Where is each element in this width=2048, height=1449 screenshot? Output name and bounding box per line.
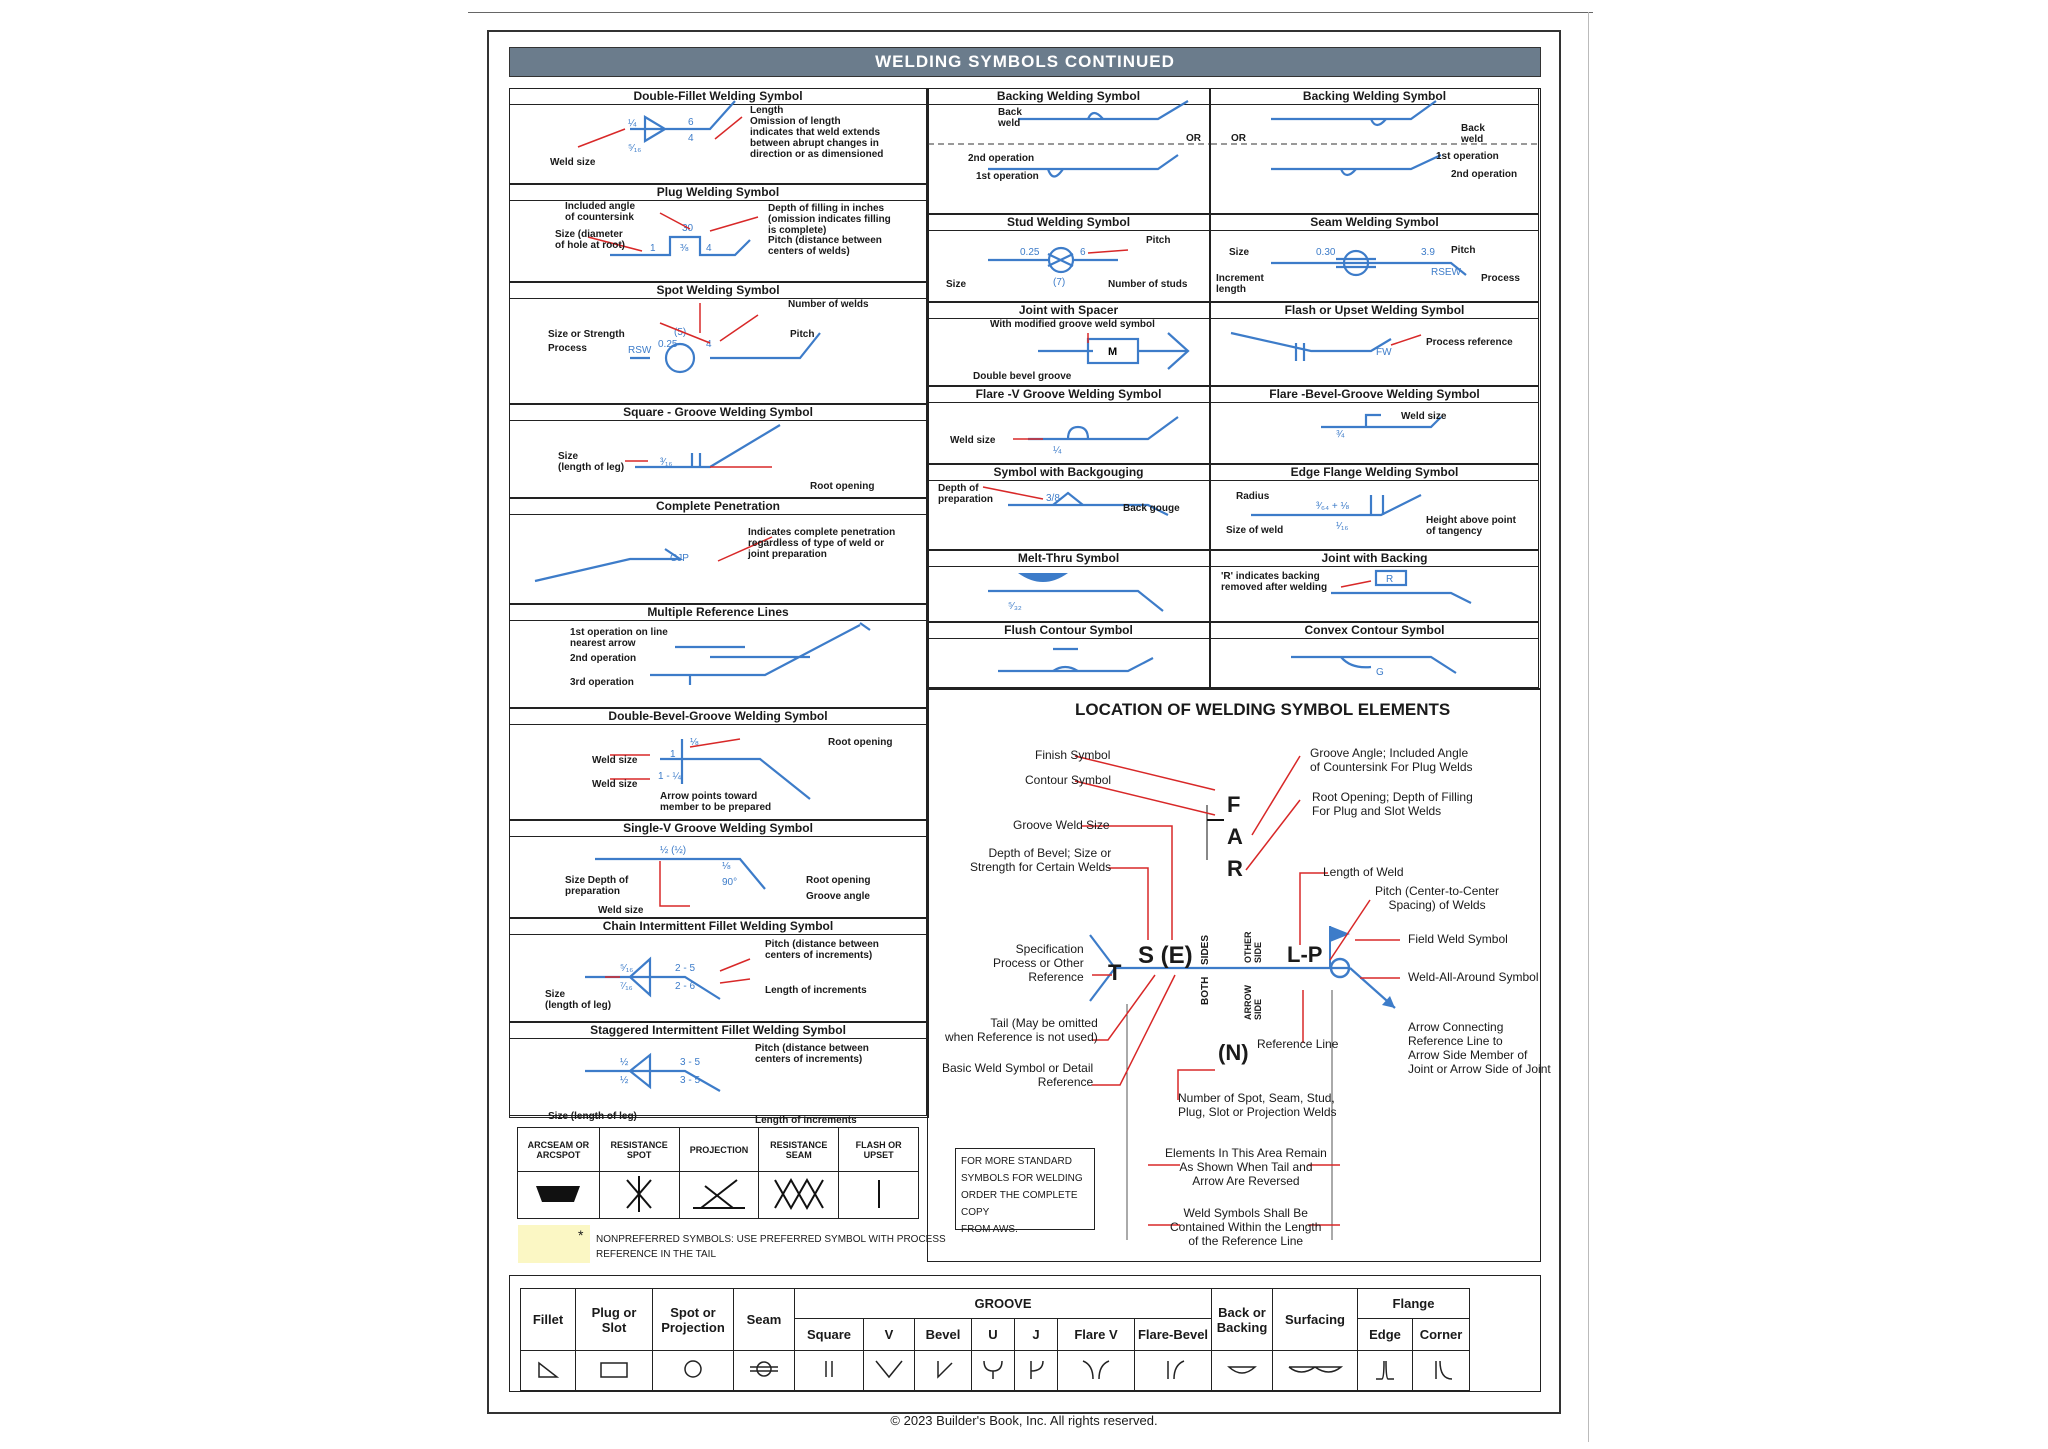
svg-text:G: G — [1376, 667, 1384, 678]
loc-contour: Contour Symbol — [1025, 773, 1112, 787]
loc-LP: L-P — [1287, 942, 1323, 967]
right-section-2-title: Flash or Upset Welding Symbol — [1211, 303, 1538, 319]
left-section-1-title: Plug Welding Symbol — [510, 185, 926, 201]
svg-text:⁵⁄₃₂: ⁵⁄₃₂ — [1008, 601, 1022, 612]
mid-section-0 — [927, 88, 1210, 214]
loc-pitch: Pitch (Center-to-Center Spacing) of Welds — [1375, 884, 1500, 912]
loc-R: R — [1227, 856, 1243, 881]
left-section-9 — [509, 1022, 927, 1126]
left-section-8-title: Chain Intermittent Fillet Welding Symbol — [510, 919, 926, 935]
right-section-2 — [1210, 302, 1539, 386]
svg-text:2 - 6: 2 - 6 — [675, 981, 696, 992]
left-section-8-pitch: Pitch (distance between centers of increments) — [765, 939, 879, 961]
copyright: © 2023 Builder's Book, Inc. All rights reserved. — [890, 1413, 1158, 1428]
svg-text:2 - 5: 2 - 5 — [675, 963, 696, 974]
svg-text:4: 4 — [706, 243, 712, 254]
left-section-3-size: Size (length of leg) — [558, 451, 625, 473]
right-section-1 — [1210, 214, 1539, 302]
right-section-1-size: Size — [1229, 247, 1250, 258]
plug-icon — [576, 1351, 653, 1391]
mid-section-0-diagram — [928, 89, 1211, 215]
left-section-1-angle: Included angle of countersink — [565, 201, 636, 223]
svg-text:3 - 5: 3 - 5 — [680, 1075, 701, 1086]
svg-text:¼: ¼ — [628, 118, 637, 129]
right-section-5-title: Joint with Backing — [1211, 551, 1538, 567]
left-section-1-depth: Depth of filling in inches (omission indicates filling is complete) — [768, 203, 891, 236]
legend-arcseam: ARCSEAM OR ARCSPOT — [518, 1128, 600, 1172]
col-surfacing: Surfacing — [1273, 1289, 1358, 1351]
col-spot: Spot or Projection — [653, 1289, 734, 1351]
surfacing-icon — [1273, 1351, 1358, 1391]
loc-F: F — [1227, 792, 1241, 817]
col-u: U — [972, 1319, 1015, 1351]
left-section-7-diagram — [510, 821, 928, 919]
svg-text:⅛: ⅛ — [690, 737, 699, 748]
col-flare-bevel: Flare-Bevel — [1135, 1319, 1212, 1351]
left-section-0 — [509, 88, 927, 184]
mid-section-3 — [927, 386, 1210, 464]
right-section-0-op2: 2nd operation — [1451, 169, 1518, 180]
left-section-8-len: Length of increments — [765, 985, 867, 996]
right-section-4 — [1210, 464, 1539, 550]
left-section-6-ws1: Weld size — [592, 755, 638, 766]
left-section-2-size: Size or Strength — [548, 329, 625, 340]
svg-text:1 - ¼: 1 - ¼ — [658, 771, 681, 782]
location-title: LOCATION OF WELDING SYMBOL ELEMENTS — [1075, 700, 1451, 719]
svg-text:3 - 5: 3 - 5 — [680, 1057, 701, 1068]
svg-text:4: 4 — [688, 133, 694, 144]
right-section-6-diagram — [1211, 623, 1540, 689]
right-section-5-r: 'R' indicates backing removed after welding — [1221, 571, 1328, 593]
left-section-7-title: Single-V Groove Welding Symbol — [510, 821, 926, 837]
loc-groove-size: Groove Weld Size — [1013, 818, 1110, 832]
left-section-7-ws: Weld size — [598, 905, 644, 916]
left-section-4-note: Indicates complete penetration regardless of type of weld or joint preparation — [748, 527, 896, 560]
mid-section-6 — [927, 622, 1210, 688]
left-section-9-title: Staggered Intermittent Fillet Welding Symbol — [510, 1023, 926, 1039]
flare-v-icon — [1058, 1351, 1135, 1391]
left-section-5-third: 3rd operation — [570, 677, 634, 688]
col-corner: Corner — [1413, 1319, 1470, 1351]
left-section-7 — [509, 820, 927, 918]
svg-text:90°: 90° — [722, 877, 738, 888]
svg-text:6: 6 — [688, 117, 694, 128]
svg-text:½ (½): ½ (½) — [660, 845, 687, 856]
loc-refline: Reference Line — [1257, 1037, 1339, 1051]
loc-number: Number of Spot, Seam, Stud, Plug, Slot or Projection Welds — [1178, 1091, 1337, 1119]
left-section-4 — [509, 498, 927, 604]
svg-text:½: ½ — [620, 1057, 629, 1068]
col-edge: Edge — [1358, 1319, 1413, 1351]
mid-section-4 — [927, 464, 1210, 550]
right-section-5 — [1210, 550, 1539, 622]
v-groove-icon — [864, 1351, 915, 1391]
left-section-7-angle: Groove angle — [806, 891, 870, 902]
svg-text:RSW: RSW — [628, 345, 652, 356]
loc-bevel: Depth of Bevel; Size or Strength for Certain Welds — [970, 846, 1112, 874]
svg-text:⁵⁄₁₆: ⁵⁄₁₆ — [620, 963, 634, 974]
legend-resistance-spot: RESISTANCE SPOT — [599, 1128, 679, 1172]
left-section-7-depth: Size Depth of preparation — [565, 875, 629, 897]
left-section-2-pitch: Pitch — [790, 329, 815, 340]
right-section-4-size: Size of weld — [1226, 525, 1284, 536]
mid-section-2 — [927, 302, 1210, 386]
svg-text:1: 1 — [650, 243, 656, 254]
left-section-1-pitch: Pitch (distance between centers of welds) — [768, 235, 882, 257]
svg-text:3/8: 3/8 — [1046, 493, 1060, 504]
left-section-3 — [509, 404, 927, 498]
col-fillet: Fillet — [521, 1289, 576, 1351]
legend-resistance-seam: RESISTANCE SEAM — [759, 1128, 839, 1172]
loc-tail: Tail (May be omitted when Reference is not used) — [945, 1016, 1098, 1044]
mid-section-3-title: Flare -V Groove Welding Symbol — [928, 387, 1209, 403]
mid-section-2-dbg: Double bevel groove — [973, 371, 1072, 382]
svg-text:RSEW: RSEW — [1431, 267, 1461, 278]
svg-text:³⁄₆₄ + ⅛: ³⁄₆₄ + ⅛ — [1316, 501, 1349, 512]
u-groove-icon — [972, 1351, 1015, 1391]
mid-section-5 — [927, 550, 1210, 622]
right-section-1-inc: Increment length — [1216, 273, 1264, 295]
left-section-6-ws2: Weld size — [592, 779, 638, 790]
mid-section-6-diagram — [928, 623, 1211, 689]
left-section-8-size: Size (length of leg) — [545, 989, 612, 1011]
loc-groove-angle: Groove Angle; Included Angle of Countersink For Plug Welds — [1310, 746, 1473, 774]
right-section-0-back: Back weld — [1461, 123, 1485, 145]
left-section-6-arrow: Arrow points toward member to be prepared — [660, 791, 772, 813]
loc-both: BOTH — [1200, 976, 1211, 1005]
mid-section-5-diagram — [928, 551, 1211, 623]
mid-section-4-gouge: Back gouge — [1123, 503, 1180, 514]
mid-section-0-title: Backing Welding Symbol — [928, 89, 1209, 105]
spot-icon — [653, 1351, 734, 1391]
legend-note: NONPREFERRED SYMBOLS: USE PREFERRED SYMBOL WITH PROCESS REFERENCE IN THE TAIL — [596, 1234, 946, 1260]
loc-other: OTHER SIDE — [1243, 931, 1263, 963]
mid-section-0-back: Back weld — [998, 107, 1022, 129]
left-section-7-root: Root opening — [806, 875, 871, 886]
corner-flange-icon — [1413, 1351, 1470, 1391]
svg-text:⅜: ⅜ — [680, 243, 689, 254]
loc-finish: Finish Symbol — [1035, 748, 1111, 762]
right-section-1-process: Process — [1481, 273, 1520, 284]
mid-section-6-title: Flush Contour Symbol — [928, 623, 1209, 639]
left-section-9-pitch: Pitch (distance between centers of increments) — [755, 1043, 869, 1065]
mid-section-4-depth: Depth of preparation — [938, 483, 994, 505]
svg-text:½: ½ — [620, 1075, 629, 1086]
svg-text:⁵⁄₁₆: ⁵⁄₁₆ — [628, 143, 642, 154]
mid-section-5-title: Melt-Thru Symbol — [928, 551, 1209, 567]
svg-text:³⁄₁₆: ³⁄₁₆ — [660, 457, 673, 468]
col-seam: Seam — [734, 1289, 795, 1351]
loc-spec: Specification Process or Other Reference — [993, 942, 1084, 984]
loc-A: A — [1227, 824, 1243, 849]
loc-N: (N) — [1218, 1040, 1249, 1065]
left-section-4-title: Complete Penetration — [510, 499, 926, 515]
svg-text:⅛: ⅛ — [722, 861, 731, 872]
legend-star: * — [578, 1227, 584, 1243]
mid-section-2-mod: With modified groove weld symbol — [990, 319, 1155, 330]
left-section-5-title: Multiple Reference Lines — [510, 605, 926, 621]
svg-text:R: R — [1386, 574, 1394, 585]
col-bevel: Bevel — [915, 1319, 972, 1351]
right-section-4-radius: Radius — [1236, 491, 1270, 502]
loc-S: S (E) — [1138, 942, 1193, 969]
left-section-6-title: Double-Bevel-Groove Welding Symbol — [510, 709, 926, 725]
page-title: WELDING SYMBOLS CONTINUED — [509, 47, 1541, 77]
mid-section-1-num: Number of studs — [1108, 279, 1188, 290]
left-section-2 — [509, 282, 927, 404]
left-section-5-second: 2nd operation — [570, 653, 637, 664]
left-section-2-process: Process — [548, 343, 587, 354]
svg-text:4: 4 — [706, 339, 712, 350]
loc-field: Field Weld Symbol — [1408, 932, 1508, 946]
legend-projection: PROJECTION — [679, 1128, 759, 1172]
right-section-0-title: Backing Welding Symbol — [1211, 89, 1538, 105]
col-flange: Flange — [1358, 1289, 1470, 1319]
loc-allaround: Weld-All-Around Symbol — [1408, 970, 1539, 984]
col-plug: Plug or Slot — [576, 1289, 653, 1351]
left-section-1-diam: Size (diameter of hole at root) — [555, 229, 625, 251]
right-section-1-title: Seam Welding Symbol — [1211, 215, 1538, 231]
mid-section-3-ws: Weld size — [950, 435, 996, 446]
right-section-3-ws: Weld size — [1401, 411, 1447, 422]
svg-text:¾: ¾ — [1336, 429, 1345, 440]
right-section-4-diagram — [1211, 465, 1540, 551]
svg-text:0.25: 0.25 — [1020, 247, 1040, 258]
right-section-3 — [1210, 386, 1539, 464]
left-section-0-weld_size: Weld size — [550, 157, 596, 168]
loc-length: Length of Weld — [1323, 865, 1404, 879]
svg-text:CJP: CJP — [670, 553, 689, 564]
left-section-9-size: Size (length of leg) — [548, 1111, 637, 1122]
svg-text:30: 30 — [682, 223, 694, 234]
seam-icon — [734, 1351, 795, 1391]
left-section-8 — [509, 918, 927, 1022]
right-section-0-or: OR — [1231, 133, 1246, 144]
svg-text:¼: ¼ — [1053, 445, 1062, 456]
col-j: J — [1015, 1319, 1058, 1351]
backing-icon — [1212, 1351, 1273, 1391]
loc-T: T — [1108, 960, 1122, 985]
right-section-3-title: Flare -Bevel-Groove Welding Symbol — [1211, 387, 1538, 403]
svg-text:(7): (7) — [1053, 277, 1066, 288]
fillet-icon — [521, 1351, 576, 1391]
legend-flash-upset: FLASH OR UPSET — [839, 1128, 919, 1172]
mid-section-1 — [927, 214, 1210, 302]
col-square: Square — [795, 1319, 864, 1351]
loc-root: Root Opening; Depth of Filling For Plug and Slot Welds — [1312, 790, 1473, 818]
col-groove: GROOVE — [795, 1289, 1212, 1319]
loc-arrowside: ARROW SIDE — [1243, 985, 1263, 1020]
mid-section-1-pitch: Pitch — [1146, 235, 1171, 246]
mid-section-4-title: Symbol with Backgouging — [928, 465, 1209, 481]
right-section-0-op1: 1st operation — [1436, 151, 1499, 162]
bevel-groove-icon — [915, 1351, 972, 1391]
svg-text:M: M — [1108, 346, 1118, 358]
left-section-5 — [509, 604, 927, 708]
mid-section-1-title: Stud Welding Symbol — [928, 215, 1209, 231]
mid-section-2-title: Joint with Spacer — [928, 303, 1209, 319]
left-section-0-length_note: Length Omission of length indicates that weld extends between abrupt changes in direction or as dimensioned — [750, 105, 884, 160]
svg-text:FW: FW — [1376, 347, 1392, 358]
loc-sides: SIDES — [1200, 934, 1211, 965]
loc-basic: Basic Weld Symbol or Detail Reference — [942, 1061, 1094, 1089]
aws-note: FOR MORE STANDARD SYMBOLS FOR WELDING ORDER THE COMPLETE COPY FROM AWS. — [955, 1148, 1095, 1230]
flare-bevel-icon — [1135, 1351, 1212, 1391]
svg-text:(5): (5) — [674, 327, 687, 338]
svg-text:6: 6 — [1080, 247, 1086, 258]
left-section-3-root: Root opening — [810, 481, 875, 492]
loc-contained: Weld Symbols Shall Be Contained Within the Length of the Reference Line — [1170, 1206, 1322, 1248]
svg-text:3.9: 3.9 — [1421, 247, 1435, 258]
edge-flange-icon — [1358, 1351, 1413, 1391]
mid-section-0-op1: 1st operation — [976, 171, 1039, 182]
left-section-9-len: Length of increments — [755, 1115, 857, 1126]
svg-text:0.25: 0.25 — [658, 339, 678, 350]
right-section-1-pitch: Pitch — [1451, 245, 1476, 256]
left-section-5-first: 1st operation on line nearest arrow — [570, 627, 668, 649]
left-section-9-diagram — [510, 1023, 928, 1117]
col-backing: Back or Backing — [1212, 1289, 1273, 1351]
svg-text:1: 1 — [670, 749, 676, 760]
basic-weld-symbols-table — [520, 1288, 1470, 1391]
mid-section-0-op2: 2nd operation — [968, 153, 1035, 164]
right-section-6-title: Convex Contour Symbol — [1211, 623, 1538, 639]
left-section-2-title: Spot Welding Symbol — [510, 283, 926, 299]
left-section-1 — [509, 184, 927, 282]
right-section-6 — [1210, 622, 1539, 688]
col-v: V — [864, 1319, 915, 1351]
right-section-4-height: Height above point of tangency — [1426, 515, 1516, 537]
mid-section-0-or: OR — [1186, 133, 1201, 144]
right-section-3-diagram — [1211, 387, 1540, 465]
right-section-0 — [1210, 88, 1539, 214]
square-groove-icon — [795, 1351, 864, 1391]
right-section-2-proc: Process reference — [1426, 337, 1513, 348]
right-section-4-title: Edge Flange Welding Symbol — [1211, 465, 1538, 481]
left-section-6 — [509, 708, 927, 820]
svg-text:0.30: 0.30 — [1316, 247, 1336, 258]
mid-section-1-size: Size — [946, 279, 967, 290]
svg-text:⁷⁄₁₆: ⁷⁄₁₆ — [620, 981, 633, 992]
j-groove-icon — [1015, 1351, 1058, 1391]
mid-section-3-diagram — [928, 387, 1211, 465]
loc-arrow: Arrow Connecting Reference Line to Arrow Side Member of Joint or Arrow Side of Joint — [1408, 1020, 1551, 1076]
loc-elements: Elements In This Area Remain As Shown When Tail and Arrow Are Reversed — [1165, 1146, 1327, 1188]
left-section-3-title: Square - Groove Welding Symbol — [510, 405, 926, 421]
col-flare-v: Flare V — [1058, 1319, 1135, 1351]
left-section-2-num: Number of welds — [788, 299, 869, 310]
left-section-0-title: Double-Fillet Welding Symbol — [510, 89, 926, 105]
symbol-row — [521, 1351, 1470, 1391]
svg-text:¹⁄₁₆: ¹⁄₁₆ — [1336, 521, 1349, 532]
left-section-6-root: Root opening — [828, 737, 893, 748]
